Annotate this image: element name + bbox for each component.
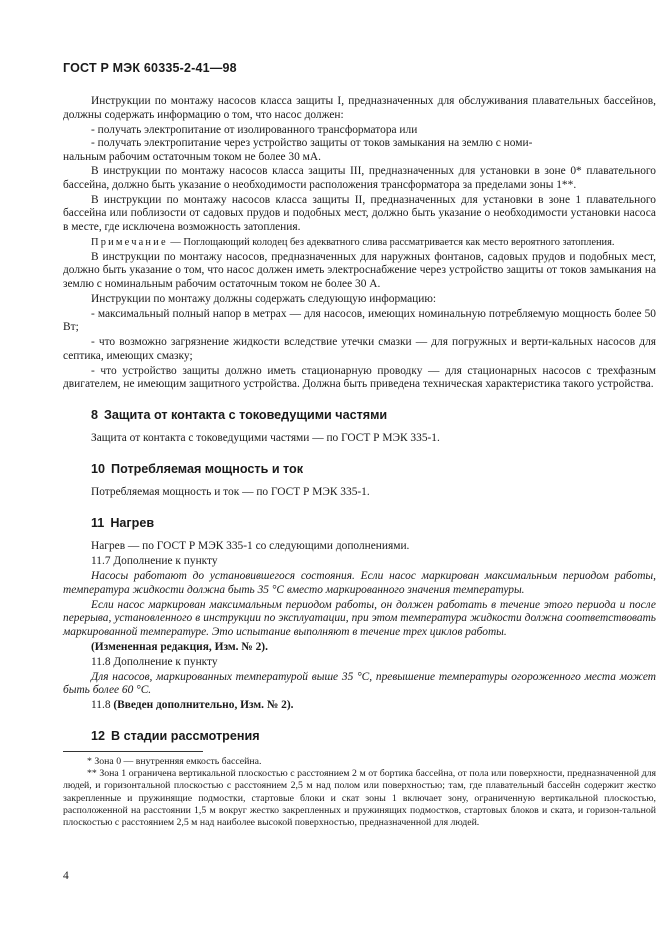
page-number: 4 — [63, 870, 69, 882]
main-body — [63, 95, 656, 743]
paragraph: Инструкции по монтажу должны содержать следующую информацию: — [91, 292, 437, 305]
paragraph: В инструкции по монтажу насосов класса защиты III, предназначенных для установки в зоне 0* плавательного бассейна, должно быть указание о необходимости расположения трансформатора за пределами зоны 1**. — [63, 165, 656, 191]
list-item: - получать электропитание через устройство защиты от токов замыкания на землю с номи- — [91, 137, 533, 149]
section-number: 8 — [91, 407, 99, 422]
paragraph: Для насосов, маркированных температурой выше 35 °С, превышение температуры огороженного места может быть более 60 °С. — [63, 670, 656, 696]
footnote: * Зона 0 — внутренняя емкость бассейна. — [87, 756, 262, 767]
footnote: ** Зона 1 ограничена вертикальной плоскостью с расстоянием 2 м от бортика бассейна, от пола или поверхности, предназначенной для людей, и горизонтальной плоскостью с расстоянием 2,5 м над полом или поверхностью; там, где плавательный бассейн содержит жестко закрепленные и пружинящие подмостки, стартовые блоки и скат зоны 1 включает зону, ограниченную вертикальной плоскостью, расположенной на расстоянии 1,5 м вокруг жестко закрепленных и пружинящих подмостков, стартовых блоков и ската, и горизон-тальной плоскостью с расстоянием 2,5 м над наиболее высокой поверхностью, предназначенной для людей. — [63, 768, 656, 829]
section-number: 11 — [91, 515, 105, 530]
amendment-note: (Измененная редакция, Изм. № 2). — [91, 640, 268, 653]
section-title: В стадии рассмотрения — [111, 728, 260, 743]
section-heading — [63, 409, 656, 423]
section-heading — [63, 463, 656, 477]
note — [63, 236, 656, 249]
footnote-divider — [63, 751, 203, 752]
clause-number: 11.8 — [91, 699, 114, 711]
paragraph: Потребляемая мощность и ток — по ГОСТ Р МЭК 335-1. — [91, 486, 370, 498]
amendment-line — [63, 699, 656, 713]
amendment-note: (Введен дополнительно, Изм. № 2). — [113, 699, 294, 711]
section-heading — [63, 730, 656, 744]
list-item: - что устройство защиты должно иметь стационарную проводку — для стационарных насосов с трехфазным двигателем, не имеющим защитного устройства. Должна быть приведена техническая характеристика такого устройства. — [63, 364, 656, 390]
list-item: - максимальный полный напор в метрах — для насосов, имеющих номинальную потребляемую мощность более 50 Вт; — [63, 307, 656, 333]
paragraph: Нагрев — по ГОСТ Р МЭК 335-1 со следующими дополнениями. — [91, 540, 410, 552]
paragraph: Инструкции по монтажу насосов класса защиты I, предназначенных для обслуживания плавательных бассейнов, должны содержать информацию о том, что насос должен: — [63, 95, 656, 121]
paragraph: В инструкции по монтажу насосов, предназначенных для наружных фонтанов, садовых прудов и подобных мест, должно быть указание о том, что насос должен иметь электроснабжение через устройство защиты от токов замыкания на землю с номинальным рабочим остаточным током не более 30 А. — [63, 250, 656, 290]
paragraph: Насосы работают до установившегося состояния. Если насос маркирован максимальным периодом работы, температура жидкости должна быть 35 °С вместо маркированного значения температуры. — [63, 570, 656, 596]
clause-heading: 11.8 Дополнение к пункту — [91, 655, 218, 668]
section-title: Потребляемая мощность и ток — [111, 461, 304, 476]
document-header: ГОСТ Р МЭК 60335-2-41—98 — [63, 61, 237, 75]
paragraph: Защита от контакта с токоведущими частями — по ГОСТ Р МЭК 335-1. — [91, 432, 440, 444]
paragraph: В инструкции по монтажу насосов класса защиты II, предназначенных для установки в зоне 1 плавательного бассейна или поблизости от садовых прудов и подобных мест, должно быть указание о необходимости установки насоса в месте, где исключена возможность затопления. — [63, 193, 656, 233]
section-number: 10 — [91, 461, 106, 476]
list-item: - получать электропитание от изолированного трансформатора или — [91, 123, 418, 136]
note-label: Примечание — [91, 236, 168, 248]
section-title: Защита от контакта с токоведущими частями — [104, 407, 388, 422]
list-item: - что возможно загрязнение жидкости вследствие утечки смазки — для погружных и верти-кальных насосов для септика, имеющих смазку; — [63, 336, 656, 362]
footnotes — [63, 756, 656, 829]
section-title: Нагрев — [110, 515, 155, 530]
section-number: 12 — [91, 728, 106, 743]
paragraph: Если насос маркирован максимальным периодом работы, он должен работать в течение этого периода и после перерыва, установленного в инструкции по эксплуатации, при этом температура жидкости должна соответствовать маркированной температуре. Это испытание выполняют в течение трех циклов работы. — [63, 598, 656, 638]
section-heading — [63, 517, 656, 531]
list-item-continuation: нальным рабочим остаточным током не более 30 мА. — [63, 150, 321, 163]
clause-heading: 11.7 Дополнение к пункту — [91, 555, 218, 567]
note-text: — Поглощающий колодец без адекватного слива рассматривается как место вероятного затопления. — [167, 236, 615, 248]
